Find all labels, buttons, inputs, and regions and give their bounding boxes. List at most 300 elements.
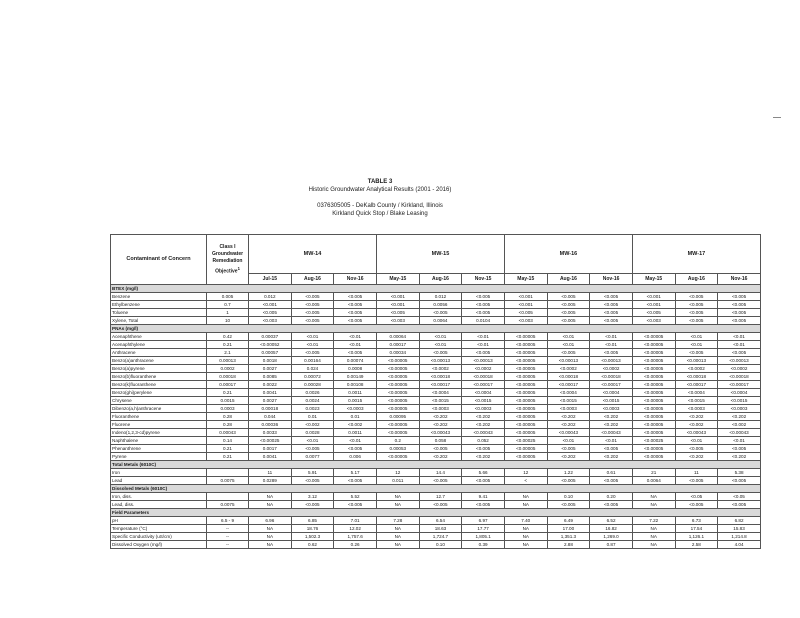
result-cell: 0.024: [291, 365, 334, 373]
result-cell: <0.001: [632, 301, 675, 309]
result-cell: <0.00005: [504, 341, 547, 349]
result-cell: <0.00005: [632, 333, 675, 341]
contaminant-name: Dibenzo(a,h)anthracene: [111, 405, 207, 413]
result-cell: <0.00005: [504, 397, 547, 405]
result-cell: <0.202: [547, 421, 590, 429]
result-cell: <0.005: [547, 309, 590, 317]
table-row: [111, 293, 761, 301]
date-header: Nov-16: [718, 274, 761, 285]
result-cell: 0.2: [376, 437, 419, 445]
result-cell: 0.10: [419, 541, 462, 549]
result-cell: <0.005: [547, 293, 590, 301]
result-cell: NA: [504, 525, 547, 533]
result-cell: <0.005: [334, 501, 377, 509]
result-cell: NA: [632, 541, 675, 549]
site-name: Kirkland Quick Stop / Blake Leasing: [332, 211, 428, 217]
result-cell: <0.00043: [718, 429, 761, 437]
result-cell: 0.0027: [249, 365, 292, 373]
result-cell: <0.005: [718, 477, 761, 485]
result-cell: <0.005: [291, 349, 334, 357]
result-cell: 16.82: [590, 525, 633, 533]
result-cell: <0.0002: [590, 365, 633, 373]
result-cell: 0.058: [419, 437, 462, 445]
objective-value: 6.5 - 9: [207, 517, 249, 525]
result-cell: 0.0028: [291, 429, 334, 437]
result-cell: NA: [504, 533, 547, 541]
objective-value: 0.42: [207, 333, 249, 341]
result-cell: <0.00043: [675, 429, 718, 437]
result-cell: <0.005: [718, 349, 761, 357]
result-cell: <0.00043: [462, 429, 505, 437]
result-cell: <0.002: [291, 421, 334, 429]
table-number: TABLE 3: [367, 179, 393, 185]
section-label: Dissolved Metals (6010C): [111, 485, 761, 493]
result-cell: <0.01: [675, 341, 718, 349]
date-header: May-15: [632, 274, 675, 285]
result-cell: <0.202: [718, 413, 761, 421]
result-cell: <0.00018: [590, 373, 633, 381]
result-cell: 0.39: [462, 541, 505, 549]
result-cell: <0.003: [249, 317, 292, 325]
result-cell: <0.00052: [249, 341, 292, 349]
result-cell: 12: [504, 469, 547, 477]
objective-value: 0.21: [207, 389, 249, 397]
result-cell: <0.00005: [376, 389, 419, 397]
result-cell: <0.005: [419, 501, 462, 509]
table-title: Historic Groundwater Analytical Results (2001 - 2016): [308, 187, 452, 193]
result-cell: <0.0003: [419, 405, 462, 413]
result-cell: 18.63: [419, 525, 462, 533]
table-row: [111, 493, 761, 501]
result-cell: 2.58: [675, 541, 718, 549]
result-cell: <0.00005: [376, 381, 419, 389]
result-cell: <0.00005: [504, 333, 547, 341]
result-cell: 0.052: [462, 437, 505, 445]
result-cell: 0.00018: [249, 405, 292, 413]
result-cell: 0.0008: [334, 365, 377, 373]
result-cell: <0.05: [675, 493, 718, 501]
table-row: [111, 397, 761, 405]
result-cell: <0.01: [547, 333, 590, 341]
result-cell: <0.005: [462, 445, 505, 453]
result-cell: <0.0015: [718, 397, 761, 405]
contaminant-name: Benzo(ghi)perylene: [111, 389, 207, 397]
result-cell: <0.00017: [547, 381, 590, 389]
objective-value: 0.00017: [207, 381, 249, 389]
objective-value: 0.0002: [207, 365, 249, 373]
section-header-row: [111, 485, 761, 493]
table-row: [111, 453, 761, 461]
result-cell: NA: [632, 533, 675, 541]
result-cell: <0.00018: [419, 373, 462, 381]
result-cell: <0.01: [334, 341, 377, 349]
result-cell: <0.005: [462, 501, 505, 509]
result-cell: <0.00043: [419, 429, 462, 437]
table-row: [111, 501, 761, 509]
result-cell: <0.01: [718, 341, 761, 349]
result-cell: <0.0004: [590, 389, 633, 397]
result-cell: 0.012: [249, 293, 292, 301]
result-cell: <0.0004: [718, 389, 761, 397]
contaminant-header: Contaminant of Concern: [111, 235, 207, 285]
contaminant-name: Fluorene: [111, 421, 207, 429]
result-cell: <0.202: [675, 453, 718, 461]
result-cell: <0.202: [462, 413, 505, 421]
result-cell: 0.00053: [376, 445, 419, 453]
result-cell: <0.00005: [632, 381, 675, 389]
result-cell: <0.005: [632, 309, 675, 317]
well-header-row: [111, 235, 761, 274]
result-cell: <0.202: [462, 453, 505, 461]
result-cell: 0.012: [419, 293, 462, 301]
result-cell: <0.005: [419, 349, 462, 357]
result-cell: <0.005: [462, 301, 505, 309]
result-cell: <0.005: [376, 309, 419, 317]
result-cell: <0.005: [718, 445, 761, 453]
result-cell: 0.00037: [249, 333, 292, 341]
result-cell: 0.044: [249, 413, 292, 421]
result-cell: <0.005: [462, 293, 505, 301]
result-cell: 0.0026: [291, 389, 334, 397]
result-cell: <0.202: [419, 421, 462, 429]
result-cell: 0.0077: [291, 453, 334, 461]
result-cell: <0.001: [504, 301, 547, 309]
result-cell: <0.005: [462, 349, 505, 357]
result-cell: 0.01: [291, 413, 334, 421]
result-cell: <0.005: [334, 445, 377, 453]
result-cell: <0.202: [718, 453, 761, 461]
result-cell: <0.00013: [547, 357, 590, 365]
result-cell: <0.005: [419, 445, 462, 453]
result-cell: 6.73: [675, 517, 718, 525]
analytical-results-table: [110, 234, 761, 549]
result-cell: 0.0041: [249, 453, 292, 461]
contaminant-name: Benzo(a)anthracene: [111, 357, 207, 365]
result-cell: NA: [504, 541, 547, 549]
result-cell: NA: [249, 493, 292, 501]
table-row: [111, 445, 761, 453]
result-cell: <0.01: [291, 333, 334, 341]
result-cell: <0.0015: [419, 397, 462, 405]
result-cell: NA: [249, 533, 292, 541]
result-cell: 9.41: [462, 493, 505, 501]
result-cell: <0.002: [334, 421, 377, 429]
table-row: [111, 533, 761, 541]
result-cell: <0.01: [675, 437, 718, 445]
result-cell: NA: [504, 493, 547, 501]
date-header: Jul-15: [249, 274, 292, 285]
result-cell: <0.202: [547, 413, 590, 421]
result-cell: <0.005: [334, 309, 377, 317]
objective-value: 0.28: [207, 421, 249, 429]
table-row: [111, 357, 761, 365]
result-cell: <0.00005: [504, 413, 547, 421]
result-cell: 0.00017: [376, 341, 419, 349]
result-cell: <0.005: [419, 309, 462, 317]
result-cell: <0.0002: [462, 365, 505, 373]
result-cell: <0.005: [675, 317, 718, 325]
result-cell: 5.91: [291, 469, 334, 477]
result-cell: <0.00005: [632, 453, 675, 461]
result-cell: <0.202: [590, 421, 633, 429]
well-header-mw14: MW-14: [249, 235, 377, 274]
result-cell: <0.01: [547, 341, 590, 349]
result-cell: <0.01: [462, 333, 505, 341]
result-cell: <0.01: [419, 333, 462, 341]
result-cell: 4.04: [718, 541, 761, 549]
objective-value: --: [207, 541, 249, 549]
result-cell: 6.49: [547, 517, 590, 525]
result-cell: <0.0003: [334, 405, 377, 413]
result-cell: <0.202: [675, 413, 718, 421]
table-row: [111, 477, 761, 485]
result-cell: <0.01: [718, 333, 761, 341]
result-cell: 17.77: [462, 525, 505, 533]
result-cell: <0.00005: [504, 389, 547, 397]
result-cell: <0.005: [547, 301, 590, 309]
result-cell: <0.005: [675, 293, 718, 301]
contaminant-name: pH: [111, 517, 207, 525]
result-cell: <0.005: [590, 501, 633, 509]
result-cell: <0.005: [590, 349, 633, 357]
result-cell: <0.00005: [632, 365, 675, 373]
result-cell: <0.005: [419, 477, 462, 485]
contaminant-name: Naphthalene: [111, 437, 207, 445]
result-cell: 1.22: [547, 469, 590, 477]
result-cell: <0.001: [376, 301, 419, 309]
result-cell: <0.00005: [632, 429, 675, 437]
result-cell: NA: [504, 501, 547, 509]
result-cell: 1,502.3: [291, 533, 334, 541]
date-header: Nov-16: [334, 274, 377, 285]
contaminant-name: Phenanthrene: [111, 445, 207, 453]
result-cell: 0.0011: [334, 429, 377, 437]
result-cell: <0.00005: [504, 373, 547, 381]
result-cell: <0.005: [590, 309, 633, 317]
result-cell: 0.0085: [249, 373, 292, 381]
result-cell: 1,724.7: [419, 533, 462, 541]
result-cell: <0.202: [419, 413, 462, 421]
result-cell: <0.005: [504, 309, 547, 317]
result-cell: <0.002: [675, 421, 718, 429]
result-cell: <: [504, 477, 547, 485]
result-cell: 0.0017: [249, 445, 292, 453]
result-cell: 5.17: [334, 469, 377, 477]
result-cell: 21: [632, 469, 675, 477]
result-cell: <0.0002: [718, 365, 761, 373]
result-cell: <0.005: [249, 309, 292, 317]
result-cell: <0.003: [632, 317, 675, 325]
contaminant-name: Benzo(a)pyrene: [111, 365, 207, 373]
result-cell: <0.005: [718, 309, 761, 317]
contaminant-name: Indeno(1,2,3-cd)pyrene: [111, 429, 207, 437]
result-cell: <0.00025: [632, 437, 675, 445]
result-cell: <0.00043: [547, 429, 590, 437]
result-cell: <0.0002: [675, 365, 718, 373]
table-row: [111, 349, 761, 357]
result-cell: 11: [675, 469, 718, 477]
result-cell: <0.005: [291, 317, 334, 325]
result-cell: <0.00005: [504, 421, 547, 429]
table-row: [111, 437, 761, 445]
objective-footnote-mark: 1: [237, 265, 240, 271]
result-cell: 0.011: [376, 477, 419, 485]
result-cell: 15.83: [718, 525, 761, 533]
result-cell: 3.12: [291, 493, 334, 501]
result-cell: <0.00018: [718, 373, 761, 381]
result-cell: <0.005: [291, 293, 334, 301]
result-cell: <0.00005: [632, 413, 675, 421]
result-cell: <0.0015: [675, 397, 718, 405]
result-cell: NA: [632, 501, 675, 509]
result-cell: <0.005: [291, 501, 334, 509]
result-cell: <0.0004: [675, 389, 718, 397]
result-cell: <0.005: [675, 501, 718, 509]
result-cell: 0.006: [334, 453, 377, 461]
result-cell: 0.00034: [376, 349, 419, 357]
result-cell: <0.005: [334, 317, 377, 325]
objective-value: 10: [207, 317, 249, 325]
result-cell: <0.005: [718, 301, 761, 309]
result-cell: <0.005: [675, 349, 718, 357]
result-cell: <0.005: [334, 293, 377, 301]
result-cell: <0.00025: [504, 437, 547, 445]
result-cell: NA: [249, 541, 292, 549]
contaminant-name: Iron: [111, 469, 207, 477]
result-cell: <0.005: [590, 445, 633, 453]
contaminant-name: Lead, diss.: [111, 501, 207, 509]
result-cell: <0.0003: [718, 405, 761, 413]
result-cell: <0.00013: [419, 357, 462, 365]
result-cell: <0.005: [547, 349, 590, 357]
well-header-mw17: MW-17: [632, 235, 760, 274]
table-row: [111, 541, 761, 549]
result-cell: 0.20: [590, 493, 633, 501]
result-cell: <0.00005: [376, 429, 419, 437]
result-cell: 0.0041: [249, 389, 292, 397]
result-cell: <0.002: [718, 421, 761, 429]
table-row: [111, 405, 761, 413]
result-cell: 0.0056: [419, 301, 462, 309]
result-cell: NA: [376, 533, 419, 541]
objective-value: 0.0075: [207, 501, 249, 509]
result-cell: <0.005: [590, 293, 633, 301]
result-cell: 0.0011: [334, 389, 377, 397]
contaminant-name: Fluoranthene: [111, 413, 207, 421]
result-cell: <0.005: [547, 317, 590, 325]
objective-value: --: [207, 525, 249, 533]
result-cell: <0.01: [419, 341, 462, 349]
result-cell: 5.52: [334, 493, 377, 501]
objective-value: 0.0015: [207, 397, 249, 405]
result-cell: NA: [249, 525, 292, 533]
result-cell: NA: [376, 541, 419, 549]
objective-value: 0.00018: [207, 373, 249, 381]
result-cell: <0.01: [675, 333, 718, 341]
result-cell: 2.88: [547, 541, 590, 549]
result-cell: <0.00005: [632, 421, 675, 429]
result-cell: <0.00013: [718, 357, 761, 365]
result-cell: <0.005: [291, 309, 334, 317]
result-cell: 0.61: [590, 469, 633, 477]
result-cell: NA: [632, 525, 675, 533]
contaminant-name: Dissolved Oxygen (mg/l): [111, 541, 207, 549]
result-cell: <0.005: [291, 301, 334, 309]
result-cell: NA: [249, 501, 292, 509]
result-cell: NA: [632, 493, 675, 501]
result-cell: 0.00057: [249, 349, 292, 357]
result-cell: <0.00017: [462, 381, 505, 389]
objective-value: 0.14: [207, 437, 249, 445]
page-edge-mark: [773, 117, 781, 118]
results-body: [111, 285, 761, 549]
section-label: Total Metals (6010C): [111, 461, 761, 469]
result-cell: 12: [376, 469, 419, 477]
result-cell: 6.96: [249, 517, 292, 525]
result-cell: 0.62: [291, 541, 334, 549]
site-id: 0376305005 - DeKalb County / Kirkland, Illinois: [317, 203, 443, 209]
result-cell: <0.005: [547, 445, 590, 453]
result-cell: <0.01: [334, 437, 377, 445]
table-row: [111, 333, 761, 341]
objective-value: 0.7: [207, 301, 249, 309]
result-cell: 0.00064: [376, 333, 419, 341]
result-cell: 0.0023: [291, 405, 334, 413]
result-cell: <0.001: [504, 293, 547, 301]
objective-value: 0.21: [207, 453, 249, 461]
result-cell: NA: [376, 493, 419, 501]
result-cell: <0.00013: [590, 357, 633, 365]
result-cell: <0.0003: [675, 405, 718, 413]
result-cell: <0.00005: [632, 397, 675, 405]
objective-value: 0.21: [207, 445, 249, 453]
result-cell: <0.005: [291, 445, 334, 453]
result-cell: 1,269.0: [590, 533, 633, 541]
result-cell: <0.00005: [504, 445, 547, 453]
date-header: Aug-16: [419, 274, 462, 285]
result-cell: 0.00028: [291, 381, 334, 389]
result-cell: <0.00005: [632, 405, 675, 413]
section-label: BTEX (mg/l): [111, 285, 761, 293]
result-cell: 0.01: [334, 413, 377, 421]
result-cell: <0.00018: [675, 373, 718, 381]
result-cell: 1,757.6: [334, 533, 377, 541]
result-cell: <0.005: [675, 301, 718, 309]
result-cell: 0.0022: [249, 381, 292, 389]
result-cell: 0.00095: [376, 413, 419, 421]
result-cell: 14.4: [419, 469, 462, 477]
table-row: [111, 421, 761, 429]
result-cell: <0.01: [718, 437, 761, 445]
result-cell: 0.00149: [334, 373, 377, 381]
result-cell: <0.00005: [504, 453, 547, 461]
result-cell: <0.00005: [376, 397, 419, 405]
result-cell: <0.01: [590, 333, 633, 341]
result-cell: 7.01: [334, 517, 377, 525]
table-row: [111, 365, 761, 373]
result-cell: <0.005: [334, 477, 377, 485]
result-cell: 0.0015: [334, 397, 377, 405]
result-cell: <0.0004: [462, 389, 505, 397]
date-header: Aug-16: [675, 274, 718, 285]
objective-value: [207, 493, 249, 501]
result-cell: 6.82: [718, 517, 761, 525]
result-cell: <0.202: [590, 413, 633, 421]
result-cell: <0.00005: [376, 373, 419, 381]
well-header-mw16: MW-16: [504, 235, 632, 274]
result-cell: 12.7: [419, 493, 462, 501]
result-cell: <0.005: [718, 317, 761, 325]
